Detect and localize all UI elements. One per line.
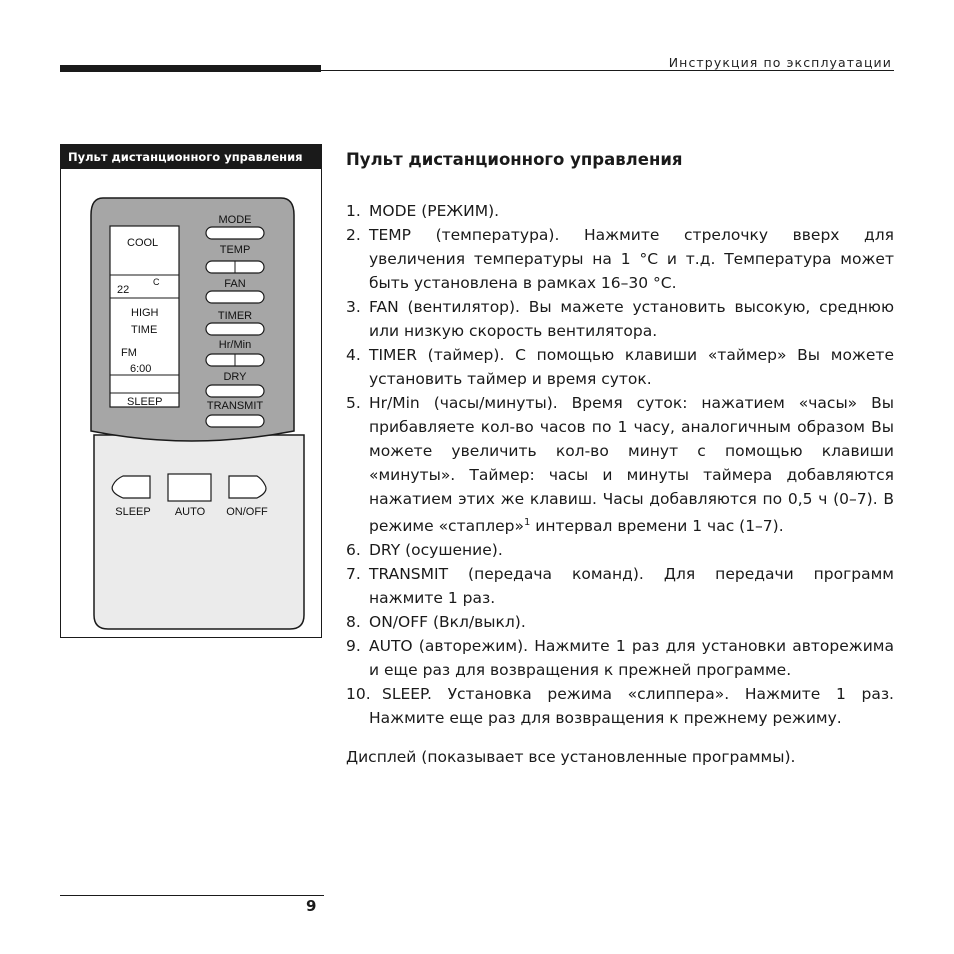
footer-rule — [60, 895, 324, 896]
figure-caption: Пульт дистанционного управления — [61, 145, 321, 169]
list-item: 9. AUTO (авторежим). Нажмите 1 раз для установки авторежима и еще раз для возвращения к прежней программе. — [346, 637, 894, 680]
list-item: 3. FAN (вентилятор). Вы мажете установить высокую, среднюю или низкую скорость вентилятора. — [346, 298, 894, 340]
sleep-button-label: SLEEP — [115, 506, 151, 518]
transmit-button[interactable] — [206, 415, 264, 427]
display-note: Дисплей (показывает все установленные программы). — [346, 748, 796, 766]
temp-label: TEMP — [219, 244, 251, 256]
onoff-button[interactable] — [229, 476, 266, 498]
fan-button[interactable] — [206, 291, 264, 303]
list-item: 7. TRANSMIT (передача команд). Для передачи программ нажмите 1 раз. — [346, 565, 894, 608]
timer-button[interactable] — [206, 323, 264, 335]
display-fm-label: FM — [121, 347, 137, 359]
hrmin-label: Hr/Min — [218, 339, 252, 351]
header-rule-thin — [321, 70, 894, 71]
fan-label: FAN — [224, 278, 246, 290]
remote-figure — [60, 144, 322, 638]
display-temp-value: 22 — [117, 284, 130, 296]
auto-button-label: AUTO — [174, 506, 206, 518]
list-item: 1. MODE (РЕЖИМ). — [346, 202, 500, 220]
list-item: 5. Hr/Min (часы/минуты). Время суток: нажатием «часы» Вы прибавляете кол-во часов по 1 часу, аналогичным образом Вы можете увеличить кол-во минут с помощью клавиши «минуты». Таймер: часы и минуты таймера добавляются нажатием этих же клавиш. Часы добавляются по 0,5 ч (0–7). В режиме «стаплер»$^1$ интервал времени 1 час (1–7). — [346, 394, 894, 536]
list-item: 10. SLEEP. Установка режима «слиппера». Нажмите 1 раз. Нажмите еще раз для возвращения к прежнему режиму. — [346, 685, 894, 728]
dry-button[interactable] — [206, 385, 264, 397]
remote-control-illustration — [61, 145, 323, 639]
instruction-list — [346, 199, 894, 730]
timer-label: TIMER — [217, 310, 253, 322]
header-rule-thick — [60, 65, 321, 72]
display-sleep: SLEEP — [127, 396, 163, 408]
transmit-label: TRANSMIT — [206, 400, 264, 412]
display-fan-speed: HIGH — [131, 307, 159, 319]
display-cool: COOL — [127, 237, 159, 249]
mode-button[interactable] — [206, 227, 264, 239]
display-time-label: TIME — [131, 324, 158, 336]
list-item: 4. TIMER (таймер). С помощью клавиши «таймер» Вы можете установить таймер и время суток. — [346, 346, 894, 388]
list-item: 8. ON/OFF (Вкл/выкл). — [346, 613, 526, 632]
display-temp-unit: C — [153, 277, 160, 287]
sleep-button[interactable] — [112, 476, 150, 498]
list-item: 2. TEMP (температура). Нажмите стрелочку вверх для увеличения температуры на 1 °C и т.д. Температура может быть установлена в рамках 16–30 °C. — [346, 226, 894, 292]
dry-label: DRY — [223, 371, 247, 383]
onoff-button-label: ON/OFF — [226, 506, 268, 518]
mode-label: MODE — [218, 214, 252, 226]
list-item: 6. DRY (осушение). — [346, 541, 503, 560]
section-title: Пульт дистанционного управления — [346, 150, 683, 169]
remote-lower-body — [94, 435, 304, 629]
running-header: Инструкция по эксплуатации — [668, 55, 892, 70]
auto-button[interactable] — [168, 474, 211, 501]
display-time-value: 6:00 — [130, 363, 152, 375]
footnote-marker: 1 — [524, 517, 531, 528]
page-number: 9 — [306, 897, 317, 915]
